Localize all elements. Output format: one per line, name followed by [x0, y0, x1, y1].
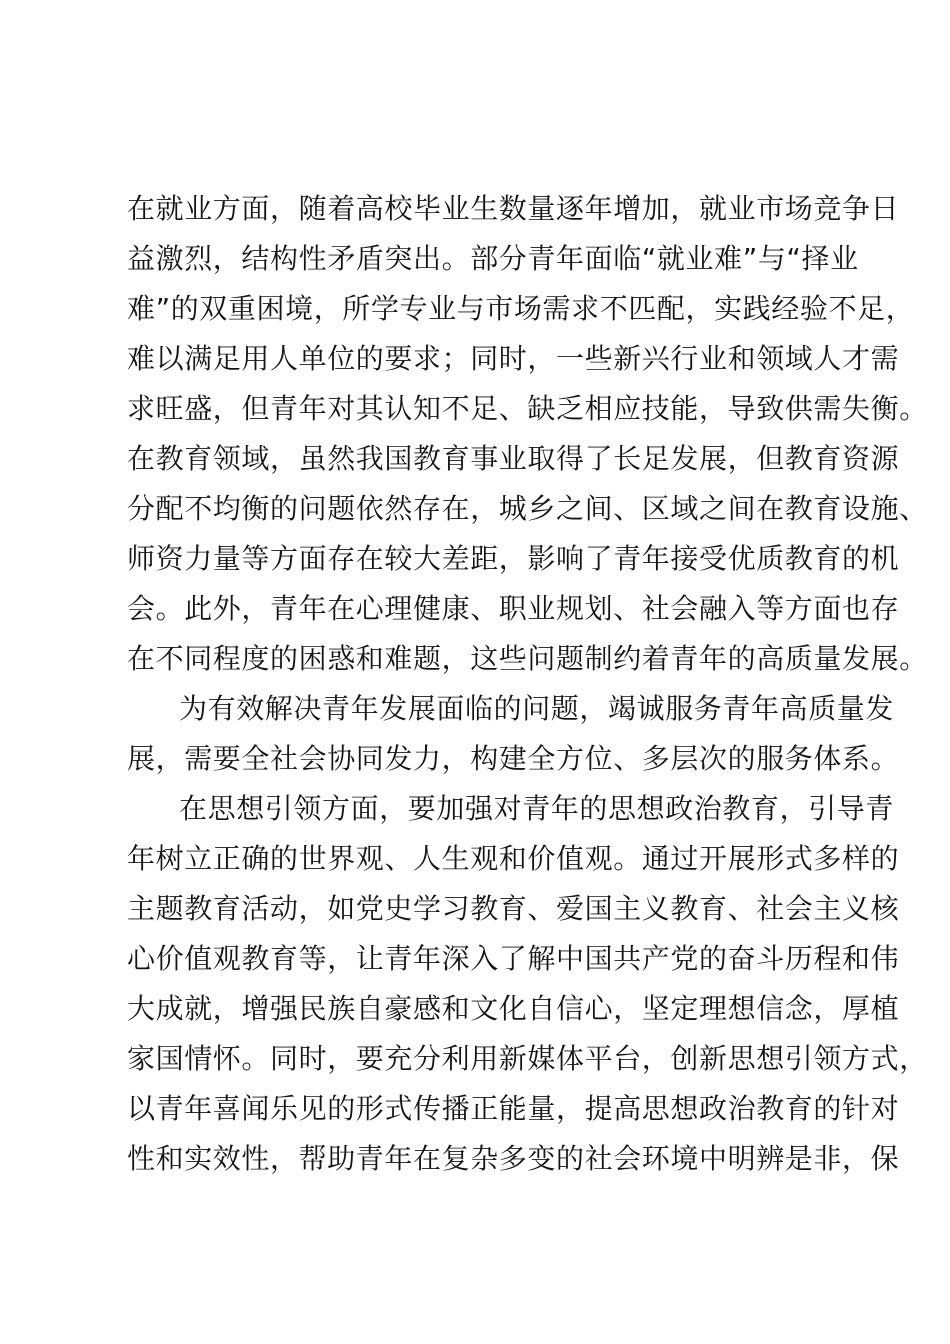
text-line: 心价值观教育等，让青年深入了解中国共产党的奋斗历程和伟 — [127, 942, 900, 975]
text-line: 求旺盛，但青年对其认知不足、缺乏相应技能，导致供需失衡。 — [127, 392, 928, 425]
text-line: 师资力量等方面存在较大差距，影响了青年接受优质教育的机 — [127, 542, 900, 575]
text-line: 大成就，增强民族自豪感和文化自信心，坚定理想信念，厚植 — [127, 992, 900, 1025]
text-line: 为有效解决青年发展面临的问题，竭诚服务青年高质量发 — [179, 692, 895, 725]
body-text — [127, 184, 928, 1184]
text-line: 会。此外，青年在心理健康、职业规划、社会融入等方面也存 — [127, 592, 900, 625]
text-line: 益激烈，结构性矛盾突出。部分青年面临“就业难”与“择业 — [127, 242, 859, 275]
paragraph-service-system — [127, 684, 900, 784]
text-line: 难”的双重困境，所学专业与市场需求不匹配，实践经验不足， — [127, 292, 915, 325]
text-line: 在不同程度的困惑和难题，这些问题制约着青年的高质量发展。 — [127, 642, 928, 675]
text-line: 展，需要全社会协同发力，构建全方位、多层次的服务体系。 — [127, 742, 900, 775]
text-line: 家国情怀。同时，要充分利用新媒体平台，创新思想引领方式， — [127, 1042, 928, 1075]
paragraph-employment-education — [127, 184, 928, 684]
text-line: 以青年喜闻乐见的形式传播正能量，提高思想政治教育的针对 — [127, 1092, 900, 1125]
text-line: 主题教育活动，如党史学习教育、爱国主义教育、社会主义核 — [127, 892, 900, 925]
text-line: 在就业方面，随着高校毕业生数量逐年增加，就业市场竞争日 — [127, 192, 900, 225]
text-line: 分配不均衡的问题依然存在，城乡之间、区域之间在教育设施、 — [127, 492, 928, 525]
paragraph-ideological-guidance — [127, 784, 928, 1184]
text-line: 在教育领域，虽然我国教育事业取得了长足发展，但教育资源 — [127, 442, 900, 475]
text-line: 难以满足用人单位的要求；同时，一些新兴行业和领域人才需 — [127, 342, 900, 375]
text-line: 在思想引领方面，要加强对青年的思想政治教育，引导青 — [179, 792, 895, 825]
text-line: 年树立正确的世界观、人生观和价值观。通过开展形式多样的 — [127, 842, 900, 875]
text-line: 性和实效性，帮助青年在复杂多变的社会环境中明辨是非，保 — [127, 1142, 900, 1175]
